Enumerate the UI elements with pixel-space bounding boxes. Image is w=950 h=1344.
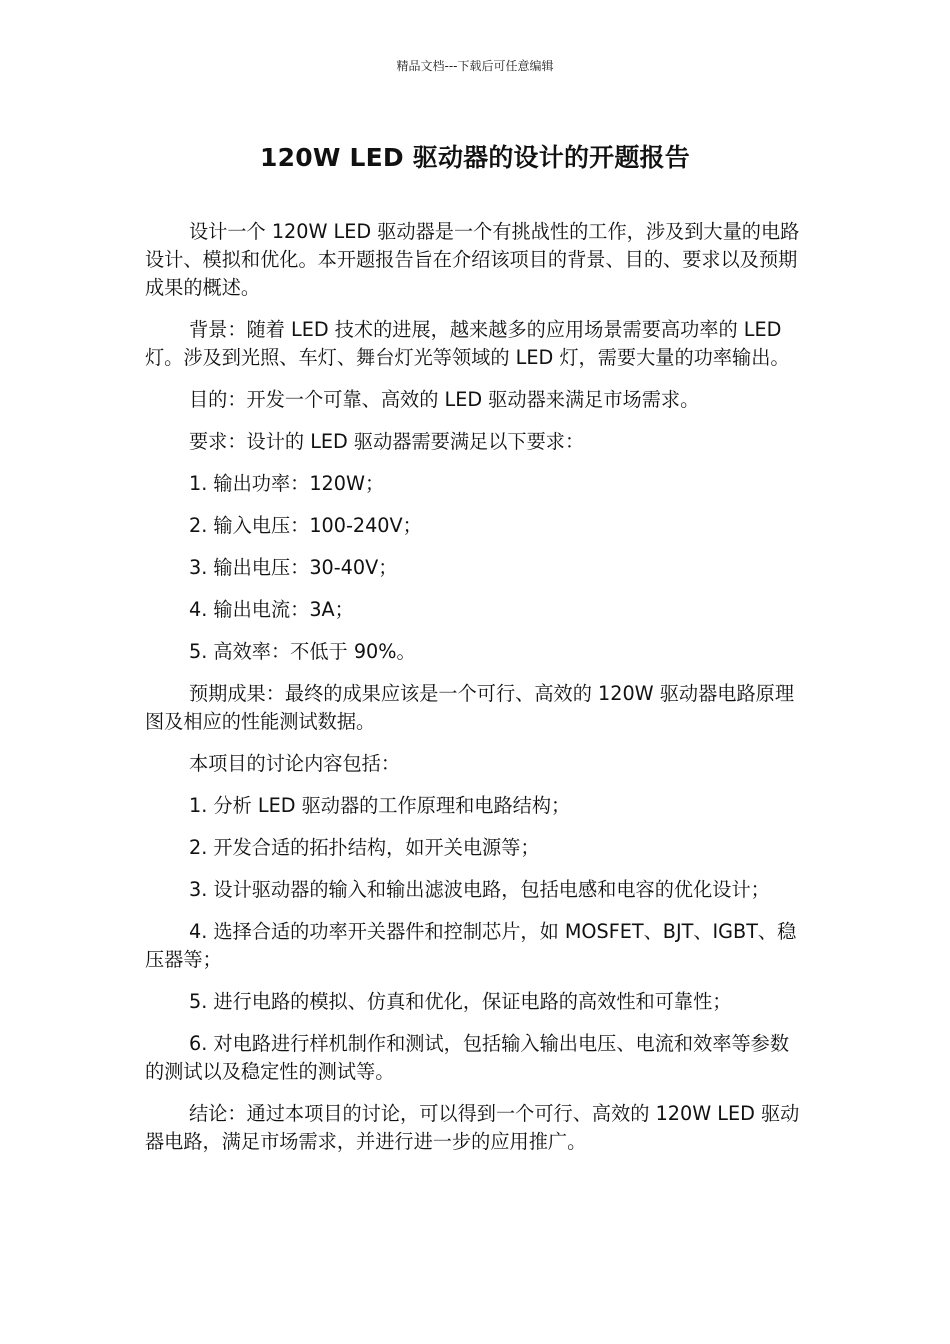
requirement-item: 1. 输出功率：120W； (189, 472, 385, 495)
paragraph-background: 背景：随着 LED 技术的进展，越来越多的应用场景需要高功率的 LED 灯。涉及到光照、车灯、舞台灯光等领域的 LED 灯，需要大量的功率输出。 (145, 318, 790, 369)
document-title: 120W LED 驱动器的设计的开题报告 (260, 143, 690, 172)
discussion-item: 2. 开发合适的拓扑结构，如开关电源等； (189, 836, 540, 859)
discussion-item: 1. 分析 LED 驱动器的工作原理和电路结构； (189, 794, 571, 817)
paragraph-expected-results: 预期成果：最终的成果应该是一个可行、高效的 120W 驱动器电路原理图及相应的性能测试数据。 (145, 682, 795, 733)
discussion-item: 5. 进行电路的模拟、仿真和优化，保证电路的高效性和可靠性； (189, 990, 732, 1013)
paragraph-conclusion: 结论：通过本项目的讨论，可以得到一个可行、高效的 120W LED 驱动器电路，满足市场需求，并进行进一步的应用推广。 (145, 1102, 800, 1153)
paragraph-purpose: 目的：开发一个可靠、高效的 LED 驱动器来满足市场需求。 (189, 388, 700, 411)
document-body (145, 218, 807, 1170)
discussion-item: 3. 设计驱动器的输入和输出滤波电路，包括电感和电容的优化设计； (189, 878, 770, 901)
requirement-item: 2. 输入电压：100-240V； (189, 514, 422, 537)
page-header: 精品文档---下载后可任意编辑 (396, 59, 554, 73)
requirement-item: 3. 输出电压：30-40V； (189, 556, 398, 579)
discussion-item: 6. 对电路进行样机制作和测试，包括输入输出电压、电流和效率等参数的测试以及稳定性的测试等。 (145, 1032, 790, 1083)
paragraph-requirements: 要求：设计的 LED 驱动器需要满足以下要求： (189, 430, 585, 453)
paragraph-discussion-intro: 本项目的讨论内容包括： (189, 752, 401, 775)
discussion-item: 4. 选择合适的功率开关器件和控制芯片，如 MOSFET、BJT、IGBT、稳压器等； (145, 920, 797, 971)
paragraph-intro: 设计一个 120W LED 驱动器是一个有挑战性的工作，涉及到大量的电路设计、模拟和优化。本开题报告旨在介绍该项目的背景、目的、要求以及预期成果的概述。 (145, 220, 800, 299)
requirement-item: 4. 输出电流：3A； (189, 598, 354, 621)
requirement-item: 5. 高效率：不低于 90%。 (189, 640, 416, 663)
